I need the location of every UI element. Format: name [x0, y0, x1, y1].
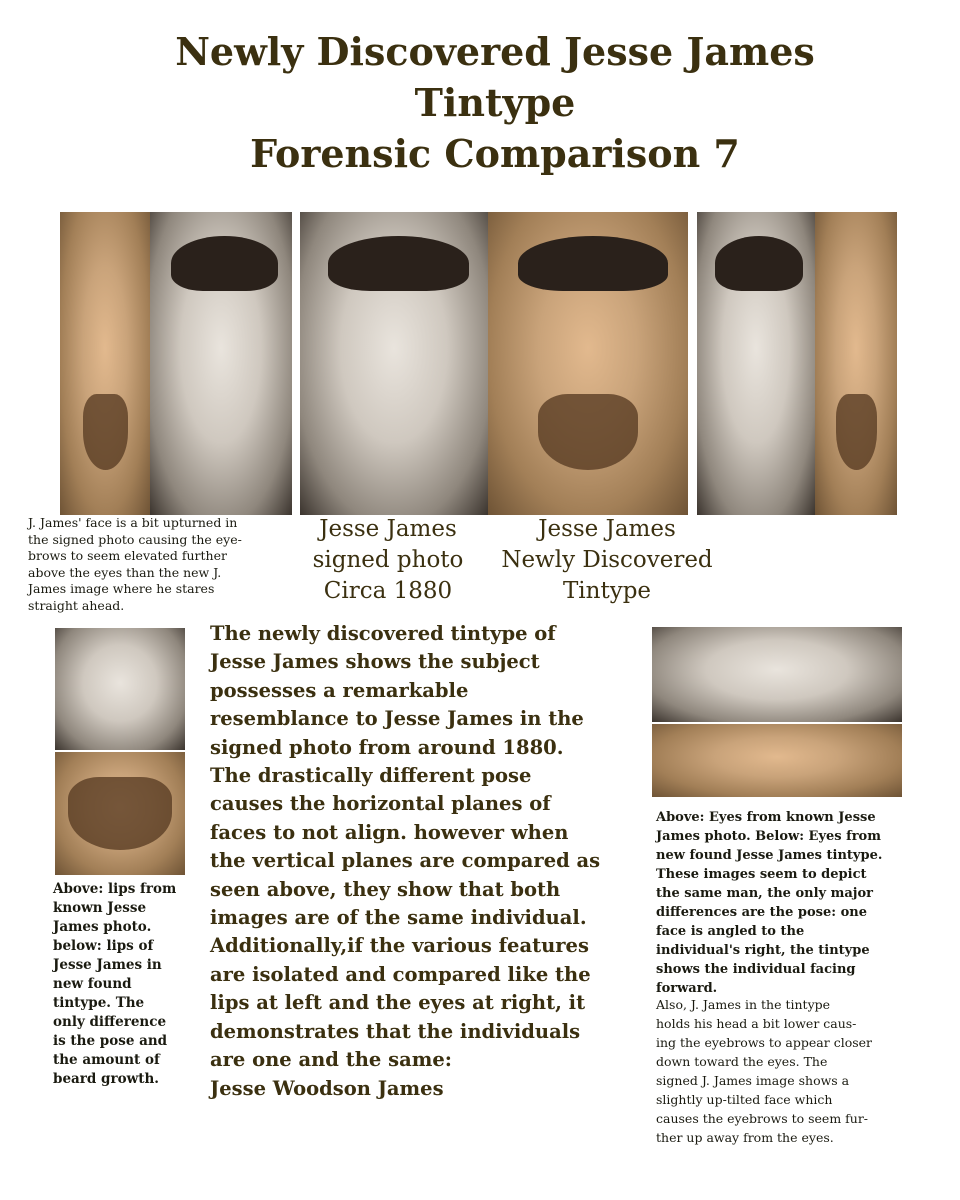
eyes-caption: Above: Eyes from known Jesse James photo. Below: Eyes from new found Jesse James tintype. These images seem to depict the same man, the only major differences are the pose: one face is angled to the individual's right, the tintype shows the individual facing forward.	[656, 810, 883, 996]
tintype-photo	[488, 212, 688, 515]
left-caption: J. James' face is a bit upturned in the signed photo causing the eye- brows to seem elevated further above the eyes than the new J. James image where he stares straight ahead.	[28, 515, 242, 613]
left-composite-signed-half	[150, 212, 292, 515]
right-composite-tintype-half	[815, 212, 897, 515]
signed-photo	[300, 212, 488, 515]
eyes-signed-photo	[652, 627, 902, 722]
eyes-tintype	[652, 724, 902, 797]
main-text: The newly discovered tintype of Jesse James shows the subject possesses a remarkable resemblance to Jesse James in the signed photo from around 1880. The drastically different pose causes the horizontal planes of faces to not align. however when the vertical planes are compared as seen above, they show that both images are of the same individual. Additionally,if the various features are isolated and compared like the lips at left and the eyes at right, it demonstrates that the individuals are one and the same: Jesse Woodson James	[210, 622, 601, 1100]
tintype-label: Jesse James Newly Discovered Tintype	[501, 516, 713, 604]
right-composite-signed-half	[697, 212, 815, 515]
eyes-caption-2: Also, J. James in the tintype holds his head a bit lower caus- ing the eyebrows to appear closer down toward the eyes. The signed J. James image shows a slightly up-tilted face which causes the eyebrows to seem fur- ther up away from the eyes.	[656, 997, 873, 1145]
lips-tintype	[55, 752, 185, 875]
lips-caption: Above: lips from known Jesse James photo. below: lips of Jesse James in new found tintype. The only difference is the pose and the amount of beard growth.	[53, 881, 177, 1087]
left-composite-tintype-half	[60, 212, 150, 515]
lips-signed-photo	[55, 628, 185, 750]
signed-photo-label: Jesse James signed photo Circa 1880	[312, 516, 464, 604]
page-title: Newly Discovered Jesse James Tintype Forensic Comparison 7	[175, 29, 815, 176]
